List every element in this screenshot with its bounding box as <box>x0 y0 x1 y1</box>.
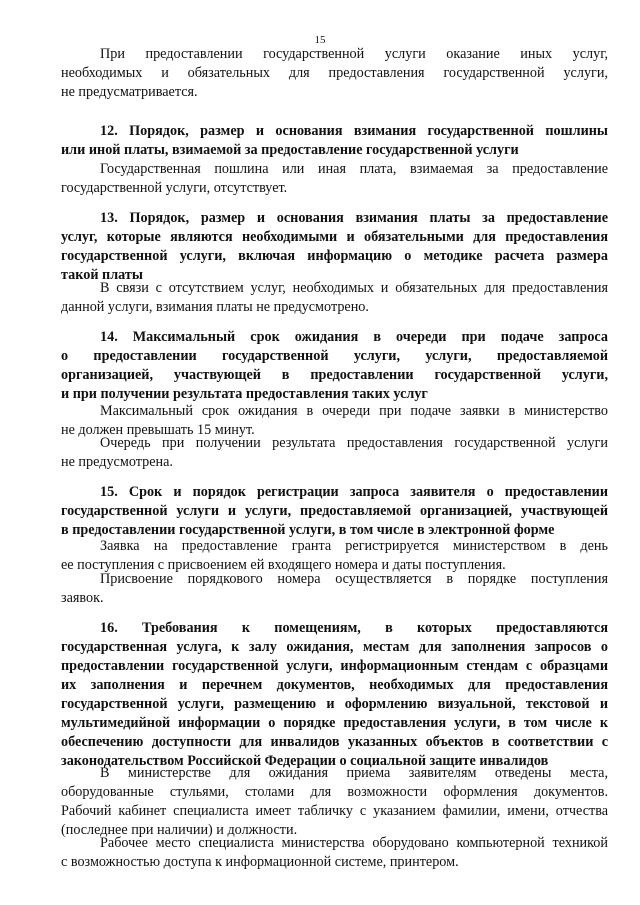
text-line: В министерстве для ожидания приема заявителям отведены места, <box>100 765 608 781</box>
heading-line: законодательством Российской Федерации о социальной защите инвалидов <box>61 753 549 769</box>
section-heading-13 <box>61 209 608 285</box>
text-line: не должен превышать 15 минут. <box>61 422 255 438</box>
paragraph-14b <box>61 434 608 472</box>
paragraph-16a <box>61 764 608 840</box>
heading-line: их заполнения и перечнем документов, необходимых для предоставления <box>61 677 608 693</box>
heading-line: 14. Максимальный срок ожидания в очереди при подаче запроса <box>100 329 608 345</box>
text-line: оборудованные стульями, столами для возможности оформления документов. <box>61 784 608 800</box>
text-line: ее поступления с присвоением ей входящего номера и даты поступления. <box>61 557 506 573</box>
text-line: Рабочий кабинет специалиста имеет табличку с указанием фамилии, имени, отчества <box>61 803 608 819</box>
heading-line: 16. Требования к помещениям, в которых предоставляются <box>100 620 608 636</box>
text-line: (последнее при наличии) и должности. <box>61 822 298 838</box>
heading-line: и при получении результата предоставления таких услуг <box>61 386 428 402</box>
text-line: Заявка на предоставление гранта регистрируется министерством в день <box>100 538 608 554</box>
section-heading-16 <box>61 619 608 771</box>
text-line: данной услуги, взимания платы не предусмотрено. <box>61 299 369 315</box>
section-heading-14 <box>61 328 608 404</box>
text-line: государственной услуги, отсутствует. <box>61 180 288 196</box>
heading-line: 15. Срок и порядок регистрации запроса заявителя о предоставлении <box>100 484 608 500</box>
paragraph-12 <box>61 160 608 198</box>
heading-line: о предоставлении государственной услуги, услуги, предоставляемой <box>61 348 608 364</box>
text-line: При предоставлении государственной услуги оказание иных услуг, <box>100 46 608 62</box>
text-line: не предусмотрена. <box>61 454 173 470</box>
text-line: Присвоение порядкового номера осуществляется в порядке поступления <box>100 571 608 587</box>
heading-line: государственной услуги и услуги, предоставляемой организацией, участвующей <box>61 503 608 519</box>
heading-line: государственная услуга, к залу ожидания, местам для заполнения запросов о <box>61 639 608 655</box>
heading-line: мультимедийной информации о порядке предоставления услуги, в том числе к <box>61 715 608 731</box>
section-heading-15 <box>61 483 608 540</box>
text-line: необходимых и обязательных для предоставления государственной услуги, <box>61 65 608 81</box>
paragraph-intro <box>61 45 608 102</box>
section-heading-12 <box>61 122 608 160</box>
heading-line: государственной услуги, размещению и оформлению визуальной, текстовой и <box>61 696 608 712</box>
paragraph-13 <box>61 279 608 317</box>
paragraph-15b <box>61 570 608 608</box>
text-line: не предусматривается. <box>61 84 198 100</box>
heading-line: организацией, участвующей в предоставлении государственной услуги, <box>61 367 608 383</box>
heading-line: или иной платы, взимаемой за предоставление государственной услуги <box>61 142 519 158</box>
text-line: Рабочее место специалиста министерства оборудовано компьютерной техникой <box>100 835 608 851</box>
heading-line: предоставлении государственной услуги, информационным стендам с образцами <box>61 658 608 674</box>
heading-line: 13. Порядок, размер и основания взимания платы за предоставление <box>100 210 608 226</box>
text-line: заявок. <box>61 590 104 606</box>
text-line: с возможностью доступа к информационной системе, принтером. <box>61 854 459 870</box>
text-line: Государственная пошлина или иная плата, взимаемая за предоставление <box>100 161 608 177</box>
heading-line: такой платы <box>61 267 143 283</box>
paragraph-16b <box>61 834 608 872</box>
page-number: 15 <box>314 34 326 46</box>
text-line: В связи с отсутствием услуг, необходимых и обязательных для предоставления <box>100 280 608 296</box>
text-line: Максимальный срок ожидания в очереди при подаче заявки в министерство <box>100 403 608 419</box>
heading-line: 12. Порядок, размер и основания взимания государственной пошлины <box>100 123 608 139</box>
text-line: Очередь при получении результата предоставления государственной услуги <box>100 435 608 451</box>
heading-line: в предоставлении государственной услуги, в том числе в электронной форме <box>61 522 555 538</box>
heading-line: государственной услуги, включая информацию о методике расчета размера <box>61 248 608 264</box>
heading-line: обеспечению доступности для инвалидов указанных объектов в соответствии с <box>61 734 608 750</box>
heading-line: услуг, которые являются необходимыми и обязательными для предоставления <box>61 229 608 245</box>
